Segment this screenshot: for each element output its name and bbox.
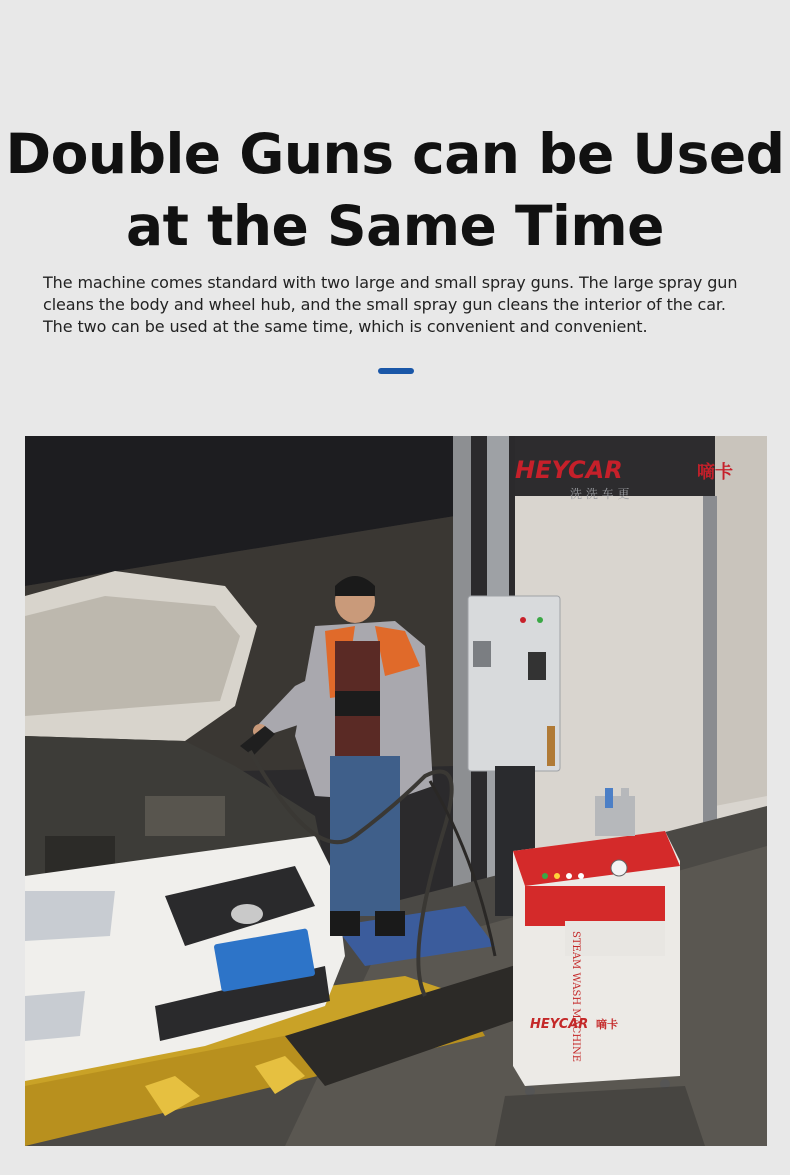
- page-title-line-2: at the Same Time: [126, 194, 664, 258]
- wall-slogan: 洗 洗 车 更: [570, 487, 630, 501]
- accent-divider: [378, 368, 414, 374]
- product-description: The machine comes standard with two large and small spray guns. The large spray gun cleans the body and wheel hub, and the small spray gun cleans the interior of the car. The two can be used at the same time, which is convenient and convenient.: [43, 273, 738, 336]
- product-photo: [25, 436, 767, 1146]
- page-title: [0, 118, 790, 262]
- machine-label: STEAM WASH MACHINE: [570, 931, 581, 1063]
- page-title-line-1: Double Guns can be Used: [5, 122, 785, 186]
- machine-brand-cn: 嘀卡: [596, 1018, 618, 1031]
- machine-brand-logo: HEYCAR: [530, 1017, 589, 1032]
- wall-brand-logo: HEYCAR: [515, 456, 623, 484]
- wall-brand-cn: 嘀卡: [697, 462, 733, 483]
